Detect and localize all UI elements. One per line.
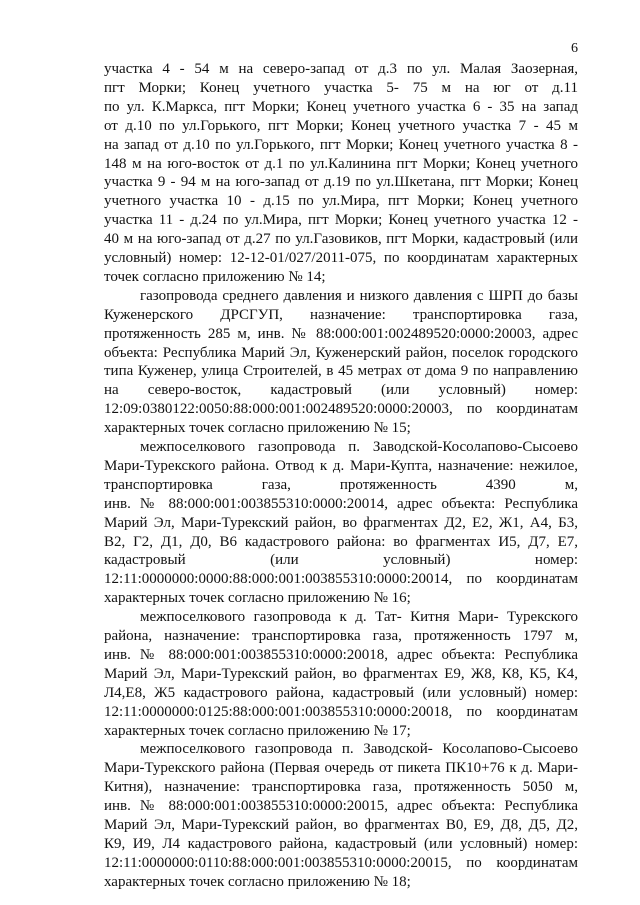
text-line: Марий Эл, Мари-Турекский район, во фрагментах Е9, Ж8, К8, К5, К4, [104, 665, 578, 682]
text-line: Марий Эл, Мари-Турекский район, во фрагментах В0, Е9, Д8, Д5, Д2, [104, 817, 578, 833]
text-line: инв. № 88:000:001:003855310:0000:20014, адрес объекта: Республика [104, 495, 578, 512]
text-line: характерных точек согласно приложению № 18; [104, 873, 411, 890]
text-line: Марий Эл, Мари-Турекский район, во фрагментах Д2, Е2, Ж1, А4, Б3, [104, 514, 578, 531]
text-line: К9, И9, Л4 кадастрового района, кадастровый (или условный) номер: [104, 835, 578, 852]
text-line: Куженерского ДРСГУП, назначение: транспортировка газа, [104, 306, 578, 323]
text-line: Л4,Е8, Ж5 кадастрового района, кадастровый (или условный) номер: [104, 684, 578, 701]
text-line: транспортировка газа, протяженность 4390 м, [104, 476, 578, 493]
text-line: характерных точек согласно приложению № 17; [104, 722, 411, 739]
text-line: учетного участка 10 - д.15 по ул.Мира, пгт Морки; Конец учетного [104, 193, 578, 210]
text-line: на северо-восток, кадастровый (или условный) номер: [104, 382, 578, 399]
text-line: типа Куженер, улица Строителей, в 45 метрах от дома 9 по направлению [104, 363, 578, 380]
text-line: протяженность 285 м, инв. № 88:000:001:002489520:0000:20003, адрес [104, 325, 578, 342]
text-line: 12:11:0000000:0000:88:000:001:003855310:0000:20014, по координатам [104, 571, 578, 588]
text-line: объекта: Республика Марий Эл, Куженерский район, поселок городского [104, 344, 578, 361]
page-number: 6 [571, 41, 578, 56]
text-line: Китня), назначение: транспортировка газа, протяженность 5050 м, [104, 779, 578, 796]
text-line: на запад от д.10 по ул.Горького, пгт Морки; Конец учетного участка 8 - [104, 136, 578, 153]
text-line: участка 11 - д.24 по ул.Мира, пгт Морки; Конец учетного участка 12 - [104, 212, 578, 229]
text-line: Мари-Турекского района. Отвод к д. Мари-Купта, назначение: нежилое, [104, 457, 578, 474]
text-line: участка 4 - 54 м на северо-запад от д.3 по ул. Малая Заозерная, [104, 61, 578, 77]
text-line: характерных точек согласно приложению № 16; [104, 590, 411, 607]
text-line: пгт Морки; Конец учетного участка 5- 75 м на юг от д.11 [104, 79, 578, 96]
text-line: 12:11:0000000:0110:88:000:001:003855310:0000:20015, по координатам [104, 854, 578, 871]
text-line: кадастровый (или условный) номер: [104, 552, 578, 569]
text-line: межпоселкового газопровода к д. Тат- Китня Мари- Турекского [140, 609, 578, 626]
text-line: 40 м на юго-запад от д.27 по ул.Газовиков, пгт Морки, кадастровый (или [104, 231, 578, 248]
text-line: характерных точек согласно приложению № 15; [104, 420, 411, 437]
text-line: Мари-Турекского района (Первая очередь от пикета ПК10+76 к д. Мари- [104, 760, 578, 777]
text-line: инв. № 88:000:001:003855310:0000:20015, адрес объекта: Республика [104, 798, 578, 815]
text-line: инв. № 88:000:001:003855310:0000:20018, адрес объекта: Республика [104, 646, 578, 663]
text-line: участка 9 - 94 м на юго-запад от д.19 по ул.Шкетана, пгт Морки; Конец [104, 174, 578, 191]
text-line: газопровода среднего давления и низкого давления с ШРП до базы [140, 287, 578, 304]
text-line: условный) номер: 12-12-01/027/2011-075, по координатам характерных [104, 250, 578, 266]
text-line: 148 м на юго-восток от д.1 по ул.Калинина пгт Морки; Конец учетного [104, 155, 578, 172]
text-line: межпоселкового газопровода п. Заводской- Косолапово-Сысоево [140, 741, 578, 758]
text-line: В2, Г2, Д1, Д0, В6 кадастрового района: во фрагментах И5, Д7, Е7, [104, 533, 578, 550]
text-line: от д.10 по ул.Горького, пгт Морки; Конец учетного участка 7 - 45 м [104, 117, 578, 134]
text-line: 12:09:0380122:0050:88:000:001:002489520:0000:20003, по координатам [104, 401, 578, 418]
text-line: точек согласно приложению № 14; [104, 268, 326, 285]
text-line: по ул. К.Маркса, пгт Морки; Конец учетного участка 6 - 35 на запад [104, 98, 578, 115]
text-line: района, назначение: транспортировка газа, протяженность 1797 м, [104, 628, 578, 644]
text-line: межпоселкового газопровода п. Заводской-Косолапово-Сысоево [140, 439, 578, 455]
text-line: 12:11:0000000:0125:88:000:001:003855310:0000:20018, по координатам [104, 703, 578, 720]
